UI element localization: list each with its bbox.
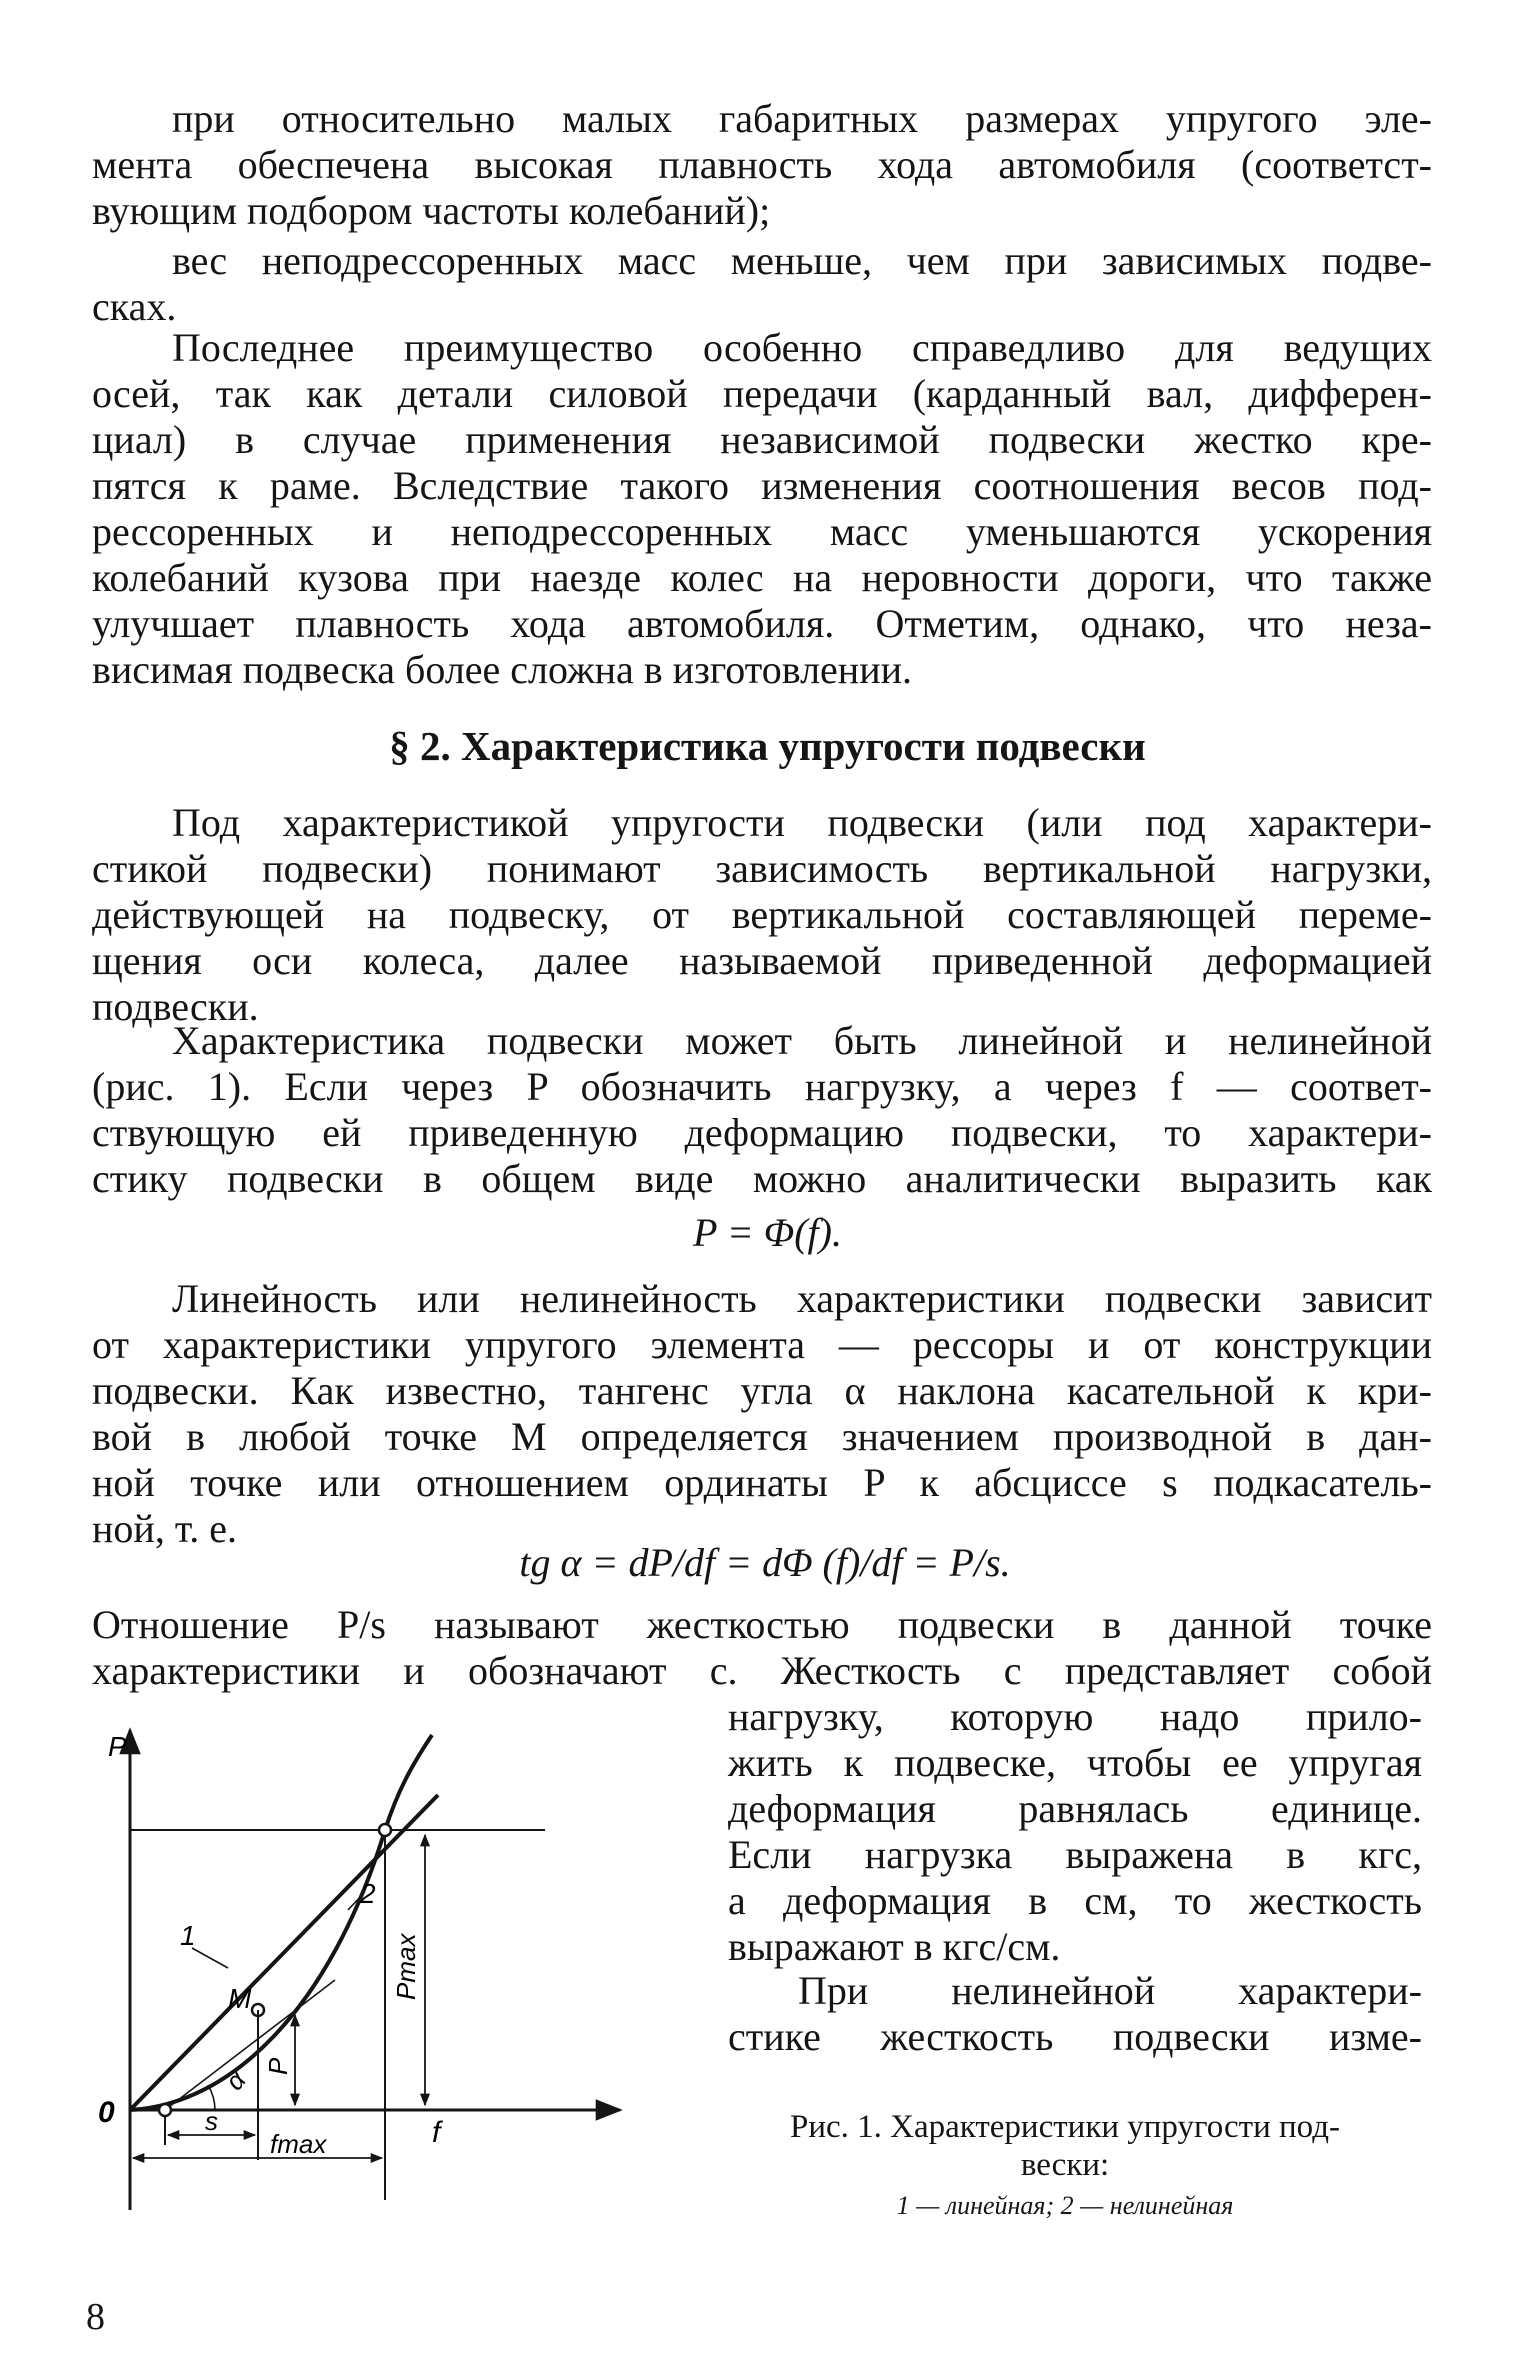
- axis-p-label: P: [108, 1731, 127, 1762]
- text-line: ной, т. е.: [92, 1506, 238, 1551]
- text-line: мента обеспечена высокая плавность хода автомобиля (соответст-: [92, 142, 1432, 187]
- intro-list-item: [92, 96, 1432, 234]
- fmax-label: fmax: [270, 2129, 327, 2159]
- text-line: подвески. Как известно, тангенс угла α наклона касательной к кри-: [92, 1368, 1432, 1413]
- pmax-label: Pmax: [391, 1933, 421, 2000]
- text-line: характеристики и обозначают c. Жесткость c представляет собой: [92, 1648, 1432, 1693]
- text-line: действующей на подвеску, от вертикальной составляющей переме-: [92, 892, 1432, 937]
- caption-line: Рис. 1. Характеристики упругости под-: [789, 2109, 1340, 2145]
- text-line: от характеристики упругого элемента — рессоры и от конструкции: [92, 1322, 1432, 1367]
- nonlinear-paragraph: [728, 1968, 1422, 2060]
- formula-p-phi: P = Φ(f).: [693, 1210, 842, 1255]
- suspension-characteristic-figure: [80, 1690, 700, 2250]
- text-line: выражают в кгс/см.: [728, 1924, 1061, 1969]
- stiffness-continued: [728, 1694, 1422, 1970]
- text-line: сках.: [92, 284, 177, 329]
- paragraph-definition: [92, 800, 1432, 1030]
- text-line: при относительно малых габаритных размерах упругого эле-: [172, 96, 1432, 141]
- text-line: висимая подвеска более сложна в изготовлении.: [92, 647, 913, 692]
- text-line: ной точке или отношением ординаты P к абсциссе s подкасатель-: [92, 1460, 1432, 1505]
- formula-tangent: tg α = dP/df = dΦ (f)/df = P/s.: [519, 1540, 1011, 1585]
- text-line: стике жесткость подвески изме-: [728, 2014, 1422, 2059]
- curve-nonlinear: [130, 1735, 432, 2110]
- text-line: рессоренных и неподрессоренных масс уменьшаются ускорения: [92, 509, 1432, 554]
- text-line: пятся к раме. Вследствие такого изменения соотношения весов под-: [92, 463, 1432, 508]
- text-line: подвески.: [92, 984, 259, 1029]
- point-s-start: [159, 2104, 171, 2116]
- section-heading: § 2. Характеристика упругости подвески: [389, 723, 1146, 769]
- point-m-label: M: [228, 1983, 252, 2014]
- text-line: циал) в случае применения независимой подвески жестко кре-: [92, 417, 1432, 462]
- point-top: [379, 1824, 391, 1836]
- caption-line: вески:: [1020, 2147, 1110, 2183]
- paragraph-characteristic: [92, 1018, 1432, 1202]
- text-line: осей, так как детали силовой передачи (карданный вал, дифферен-: [92, 371, 1432, 416]
- weight-list-item: [92, 238, 1432, 330]
- text-line: стикой подвески) понимают зависимость вертикальной нагрузки,: [92, 846, 1432, 891]
- text-line: (рис. 1). Если через P обозначить нагрузку, а через f — соответ-: [92, 1064, 1432, 1109]
- text-line: Характеристика подвески может быть линейной и нелинейной: [172, 1018, 1432, 1063]
- text-line: щения оси колеса, далее называемой приведенной деформацией: [92, 938, 1432, 983]
- text-line: Если нагрузка выражена в кгс,: [728, 1832, 1422, 1877]
- text-line: стику подвески в общем виде можно аналитически выразить как: [92, 1156, 1432, 1201]
- figure-caption: [700, 2108, 1430, 2184]
- text-line: ствующую ей приведенную деформацию подвески, то характери-: [92, 1110, 1432, 1155]
- origin-label: 0: [98, 2096, 115, 2129]
- text-line: Под характеристикой упругости подвески (или под характери-: [172, 800, 1432, 845]
- text-line: нагрузку, которую надо прило-: [728, 1694, 1422, 1739]
- text-line: деформация равнялась единице.: [728, 1786, 1422, 1831]
- text-line: Отношение P/s называют жесткостью подвески в данной точке: [92, 1602, 1432, 1647]
- paragraph-stiffness: [92, 1602, 1432, 1694]
- text-line: вес неподрессоренных масс меньше, чем при зависимых подве-: [172, 238, 1432, 283]
- figure-legend: 1 — линейная; 2 — нелинейная: [896, 2191, 1234, 2220]
- text-line: Последнее преимущество особенно справедливо для ведущих: [172, 325, 1432, 370]
- text-line: жить к подвеске, чтобы ее упругая: [728, 1740, 1422, 1785]
- paragraph-advantage: [92, 325, 1432, 693]
- text-line: колебаний кузова при наезде колес на неровности дороги, что также: [92, 555, 1432, 600]
- page-number: 8: [86, 2296, 105, 2338]
- text-line: вующим подбором частоты колебаний);: [92, 188, 771, 233]
- s-label: s: [205, 2106, 218, 2136]
- p-label: P: [263, 2057, 293, 2075]
- curve1-label: 1: [180, 1920, 196, 1951]
- axis-f-label: f: [432, 2116, 441, 2149]
- text-line: Линейность или нелинейность характеристики подвески зависит: [172, 1276, 1432, 1321]
- text-line: При нелинейной характери-: [798, 1968, 1422, 2013]
- alpha-label: α: [219, 2065, 252, 2096]
- label1-leader: [192, 1948, 228, 1968]
- curve2-label: 2: [360, 1878, 376, 1909]
- text-line: а деформация в см, то жесткость: [728, 1878, 1422, 1923]
- text-line: вой в любой точке M определяется значением производной в дан-: [92, 1414, 1432, 1459]
- text-line: улучшает плавность хода автомобиля. Отметим, однако, что неза-: [92, 601, 1432, 646]
- paragraph-linearity: [92, 1276, 1432, 1552]
